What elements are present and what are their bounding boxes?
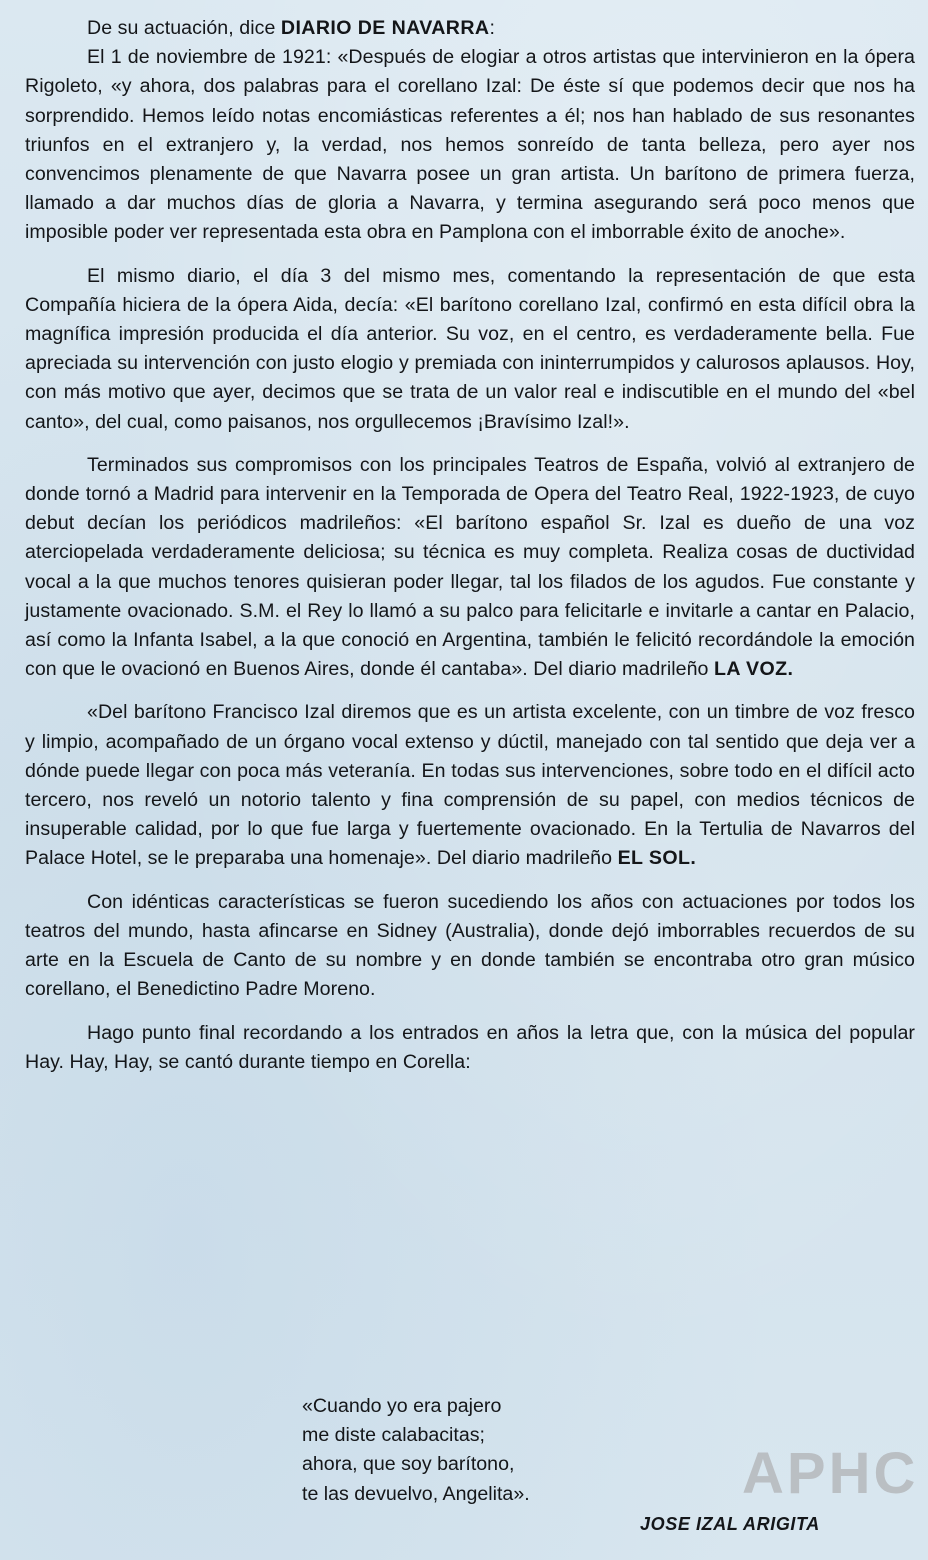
paragraph-5: Con idénticas características se fueron sucediendo los años con actuaciones por todos los teatros del mundo, hasta afincarse en Sidney (Australia), donde dejó imborrables recuerdos de su arte en la Escuela de Canto de su nombre y en donde también se encontraba otro gran músico corellano, el Benedictino Padre Moreno. xyxy=(25,890,915,1001)
article-body xyxy=(25,14,915,1077)
intro-line xyxy=(25,14,915,43)
paragraph-4 xyxy=(25,698,915,873)
verse-line: me diste calabacitas; xyxy=(302,1424,485,1447)
newspaper-name-diario-de-navarra: DIARIO DE NAVARRA xyxy=(280,17,490,39)
song-verse xyxy=(302,1392,530,1509)
intro-colon: : xyxy=(489,17,495,39)
verse-line: ahora, que soy barítono, xyxy=(302,1453,515,1476)
verse-line: te las devuelvo, Angelita». xyxy=(302,1482,530,1505)
paragraph-2: El mismo diario, el día 3 del mismo mes, comentando la representación de que esta Compañía hiciera de la ópera Aida, decía: «El barítono corellano Izal, confirmó en esta difícil obra la magnífica impresión producida el día anterior. Su voz, en el centro, es verdaderamente bella. Fue apreciada su intervención con justo elogio y premiada con ininterrumpidos y calurosos aplausos. Hoy, con más motivo que ayer, decimos que se trata de un valor real e indiscutible en el mundo del «bel canto», del cual, como paisanos, nos orgullecemos ¡Bravísimo Izal!». xyxy=(25,264,915,433)
paragraph-6: Hago punto final recordando a los entrados en años la letra que, con la música del popular Hay. Hay, Hay, se cantó durante tiempo en Corella: xyxy=(25,1021,915,1073)
author-signature: JOSE IZAL ARIGITA xyxy=(640,1514,820,1534)
verse-line: «Cuando yo era pajero xyxy=(302,1395,502,1417)
paragraph-1: El 1 de noviembre de 1921: «Después de elogiar a otros artistas que intervinieron en la ópera Rigoleto, «y ahora, dos palabras para el corellano Izal: De éste sí que podemos decir que nos ha sorprendido. Hemos leído notas encomiásticas referentes a él; nos han hablado de sus resonantes triunfos en el extranjero y, la verdad, nos hemos sonreído de tanta belleza, pero ayer nos convencimos plenamente de que Navarra posee un gran artista. Un barítono de primera fuerza, llamado a dar muchos días de gloria a Navarra, y termina asegurando será poco menos que imposible poder ver representada esta obra en Pamplona con el imborrable éxito de anoche». xyxy=(25,46,915,244)
paragraph-3 xyxy=(25,451,915,685)
paragraph-3-text: Terminados sus compromisos con los principales Teatros de España, volvió al extranjero de donde tornó a Madrid para intervenir en la Temporada de Opera del Teatro Real, 1922-1923, de cuyo debut decían los periódicos madrileños: «El barítono español Sr. Izal es dueño de una voz aterciopelada verdaderamente deliciosa; su técnica es muy completa. Realiza cosas de ductividad vocal a la que muchos tenores quisieran poder llegar, tal los filados de los agudos. Fue constante y justamente ovacionado. S.M. el Rey lo llamó a su palco para felicitarle e invitarle a cantar en Palacio, así como la Infanta Isabel, a la que conoció en Argentina, también le felicitó recordándole la emoción con que le ovacionó en Buenos Aires, donde él cantaba». Del diario madrileño xyxy=(25,453,915,681)
intro-text: De su actuación, dice xyxy=(87,17,281,39)
newspaper-name-el-sol: EL SOL. xyxy=(617,847,697,870)
aphc-watermark: APHC xyxy=(742,1441,919,1506)
newspaper-name-la-voz: LA VOZ. xyxy=(714,658,794,681)
paragraph-4-text: «Del barítono Francisco Izal diremos que es un artista excelente, con un timbre de voz fresco y limpio, acompañado de un órgano vocal extenso y dúctil, manejado con tal sentido que deja ver a dónde puede llegar con poca más veteranía. En todas sus intervenciones, sobre todo en el difícil acto tercero, nos reveló un notorio talento y fina comprensión de su papel, con medios técnicos de insuperable calidad, por lo que fue larga y fuertemente ovacionado. En la Tertulia de Navarros del Palace Hotel, se le preparaba una homenaje». Del diario madrileño xyxy=(25,701,915,870)
